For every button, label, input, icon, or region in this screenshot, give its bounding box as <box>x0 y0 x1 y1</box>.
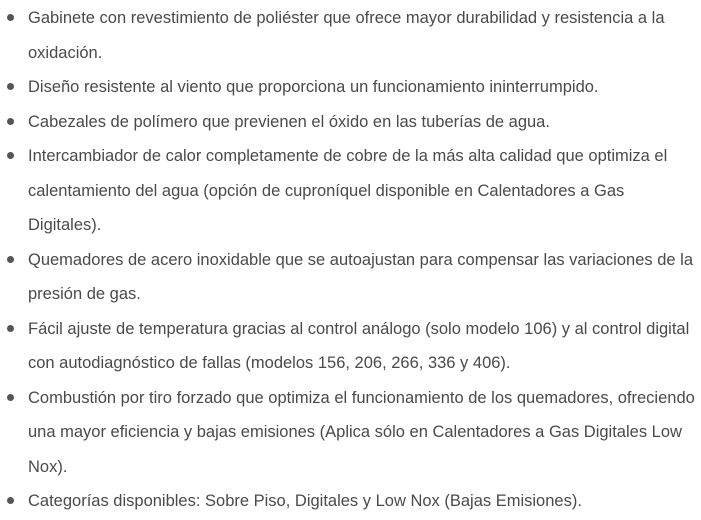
list-item <box>0 1 700 70</box>
list-item <box>0 312 700 381</box>
bullet-icon <box>7 325 14 332</box>
list-item <box>0 139 700 243</box>
feature-text: Combustión por tiro forzado que optimiza el funcionamiento de los quemadores, ofreciendo una mayor eficiencia y bajas emisiones (Aplica sólo en Calentadores a Gas Digitales Low Nox). <box>28 388 695 476</box>
bullet-icon <box>7 152 14 159</box>
feature-text: Diseño resistente al viento que proporciona un funcionamiento ininterrumpido. <box>28 78 599 96</box>
bullet-icon <box>7 497 14 504</box>
feature-list <box>0 1 701 519</box>
bullet-icon <box>7 394 14 401</box>
list-item <box>0 70 700 105</box>
feature-text: Intercambiador de calor completamente de cobre de la más alta calidad que optimiza el calentamiento del agua (opción de cuproníquel disponible en Calentadores a Gas Digitales). <box>28 147 668 234</box>
bullet-icon <box>7 14 14 21</box>
list-item <box>0 243 700 312</box>
list-item <box>0 381 700 485</box>
feature-text: Gabinete con revestimiento de poliéster que ofrece mayor durabilidad y resistencia a la oxidación. <box>28 9 665 62</box>
bullet-icon <box>7 83 14 90</box>
feature-text: Fácil ajuste de temperatura gracias al control análogo (solo modelo 106) y al control digital con autodiagnóstico de fallas (modelos 156, 206, 266, 336 y 406). <box>28 319 690 372</box>
feature-text: Cabezales de polímero que previenen el óxido en las tuberías de agua. <box>28 112 550 131</box>
feature-text: Quemadores de acero inoxidable que se autoajustan para compensar las variaciones de la presión de gas. <box>28 250 693 303</box>
bullet-icon <box>7 118 14 125</box>
bullet-icon <box>7 256 14 263</box>
feature-text: Categorías disponibles: Sobre Piso, Digitales y Low Nox (Bajas Emisiones). <box>28 492 582 510</box>
list-item <box>0 105 700 140</box>
list-item <box>0 484 700 519</box>
